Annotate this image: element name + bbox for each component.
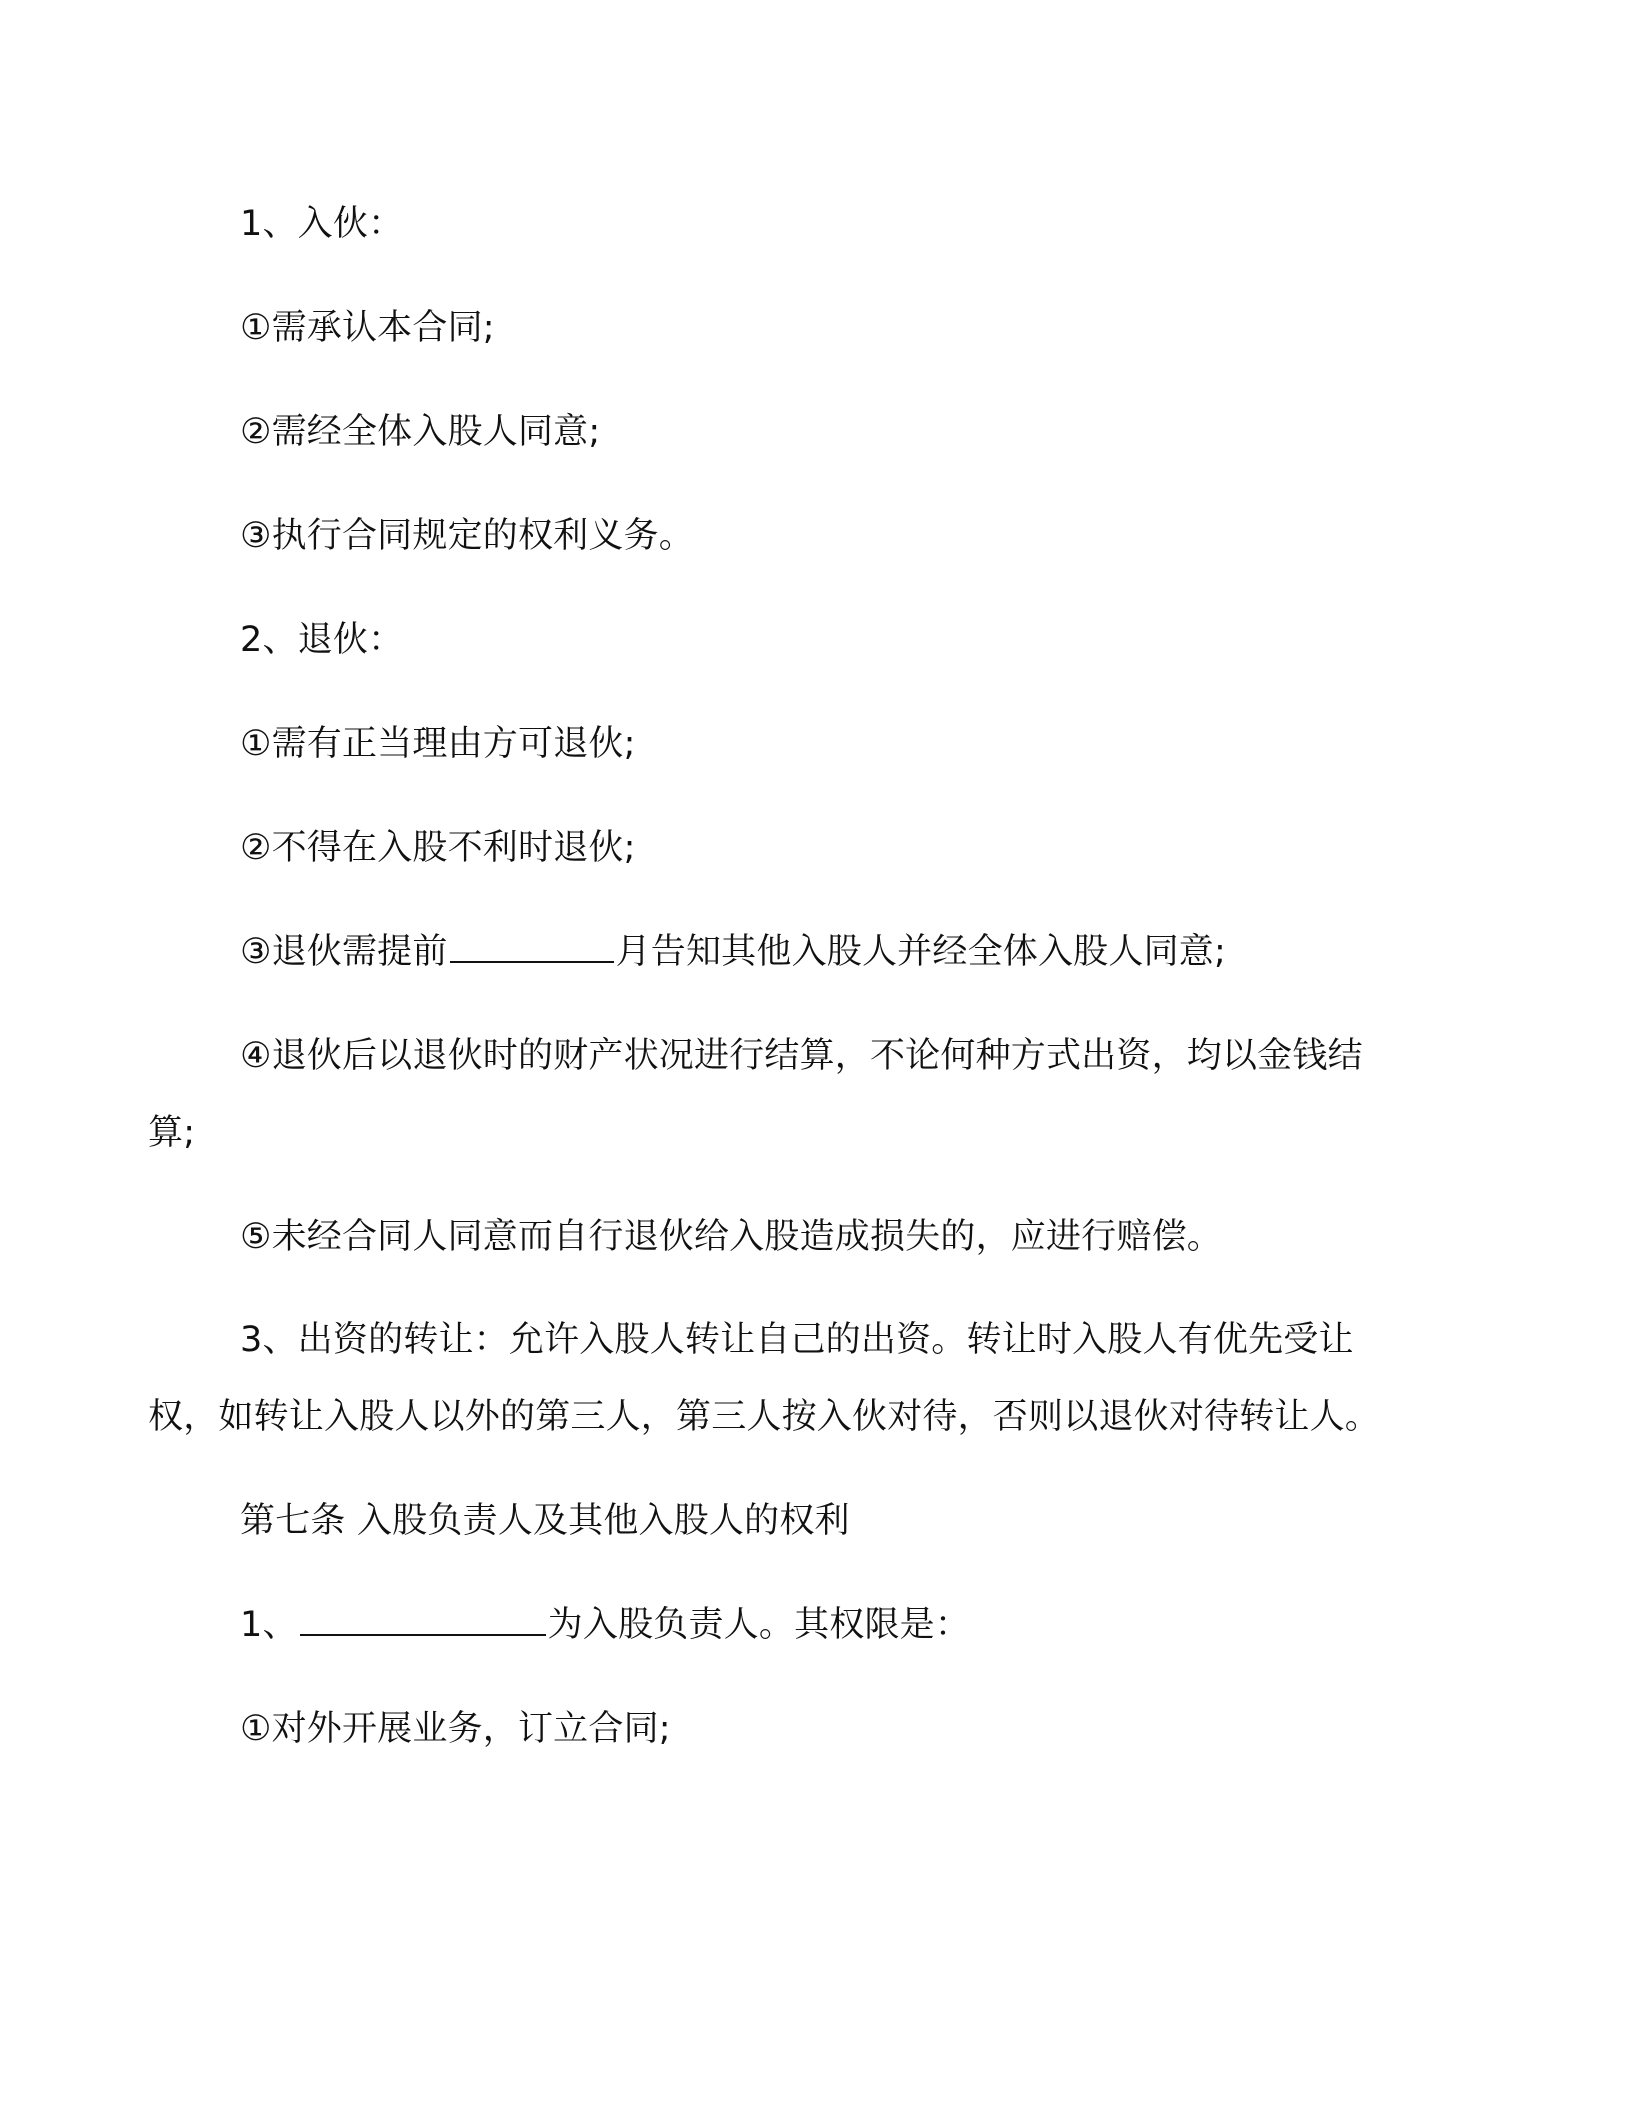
clause-transfer: [148, 1302, 1380, 1456]
clause-withdraw-item-3: [240, 914, 1380, 991]
clause-withdraw-item-4: [148, 1018, 1380, 1172]
clause-transfer-text: 3、出资的转让：允许入股人转让自己的出资。转让时入股人有优先受让权，如转让入股人以外的第三人，第三人按入伙对待，否则以退伙对待转让人。: [148, 1320, 1381, 1437]
clause-withdraw-heading: 2、退伙：: [240, 620, 404, 660]
clause-join-item-3: ③执行合同规定的权利义务。: [240, 516, 694, 556]
clause-join-item-2: ②需经全体入股人同意;: [240, 412, 601, 452]
clause-withdraw-item-4-text: ④退伙后以退伙时的财产状况进行结算，不论何种方式出资，均以金钱结算;: [148, 1036, 1363, 1153]
article-seven-item-1-before: 1、: [240, 1605, 298, 1645]
clause-withdraw-item-1: ①需有正当理由方可退伙;: [240, 724, 636, 764]
fill-in-blank-responsible-person[interactable]: [300, 1599, 546, 1636]
article-seven-item-1-after: 为入股负责人。其权限是：: [547, 1605, 971, 1645]
article-seven-title: 第七条 入股负责人及其他入股人的权利: [240, 1501, 850, 1541]
clause-withdraw-item-3-before: ③退伙需提前: [240, 932, 448, 972]
clause-withdraw-item-5: ⑤未经合同人同意而自行退伙给入股造成损失的，应进行赔偿。: [240, 1217, 1222, 1257]
clause-join-item-1: ①需承认本合同;: [240, 308, 495, 348]
clause-join-heading: 1、入伙：: [240, 204, 404, 244]
document-body: [148, 186, 1381, 1768]
clause-withdraw-item-2: ②不得在入股不利时退伙;: [240, 828, 636, 868]
clause-withdraw-item-3-after: 月告知其他入股人并经全体入股人同意;: [615, 932, 1226, 972]
fill-in-blank-months[interactable]: [450, 926, 614, 963]
article-seven-power-1: ①对外开展业务，订立合同;: [240, 1709, 671, 1749]
article-seven-item-1: [240, 1587, 1380, 1664]
